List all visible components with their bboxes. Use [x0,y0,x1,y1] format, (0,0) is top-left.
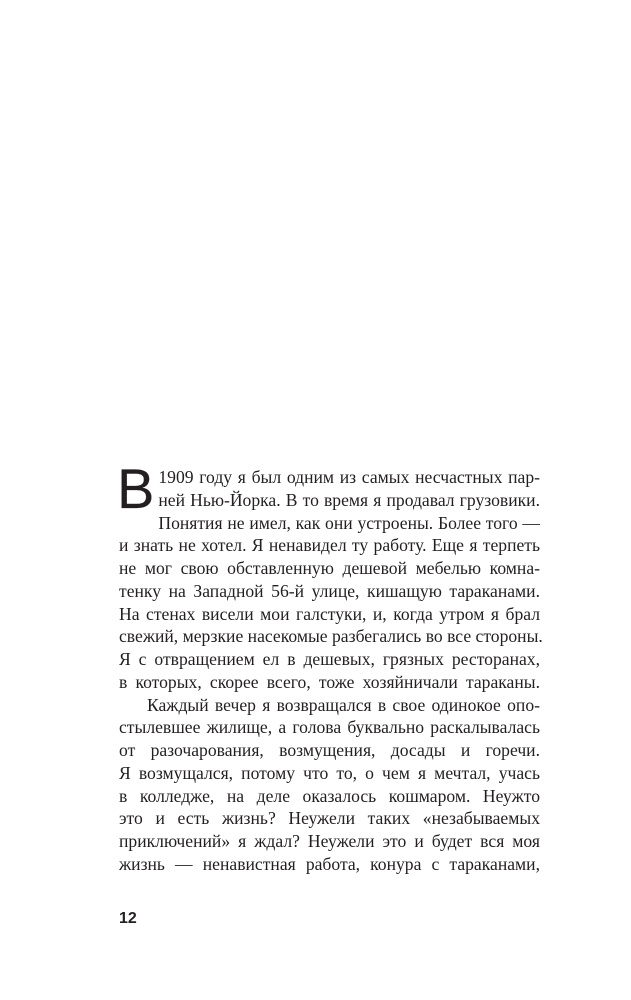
text-line: и знать не хотел. Я ненавидел ту работу. Еще я терпеть [119,535,540,556]
page-number: 12 [119,910,137,927]
paragraph-2 [119,694,540,876]
text-line: не мог свою обставленную дешевой мебелью комна- [119,558,540,578]
text-line: от разочарования, возмущения, досады и горечи. [119,740,540,760]
text-line: это и есть жизнь? Неужели таких «незабываемых [119,808,540,829]
text-line: Каждый вечер я возвращался в свое одинокое опо- [147,694,540,715]
paragraph-1 [117,457,543,694]
text-line: 1909 году я был одним из самых несчастных пар- [158,467,540,487]
body-text [117,457,543,876]
text-line: жизнь — ненавистная работа, конура с тараканами, [119,853,540,874]
drop-cap: В [117,457,155,520]
text-line: Я возмущался, потому что то, о чем я мечтал, учась [119,762,540,783]
text-line: Понятия не имел, как они устроены. Более того — [158,512,540,533]
text-line: тенку на Западной 56-й улице, кишащую тараканами. [119,580,540,601]
text-line: свежий, мерзкие насекомые разбегались во все стороны. [119,626,543,647]
text-line: в колледже, на деле оказалось кошмаром. Неужто [119,785,540,806]
text-line: приключений» я ждал? Неужели это и будет вся моя [119,831,540,851]
text-line: в которых, скорее всего, тоже хозяйничали тараканы. [119,671,540,692]
text-line: Я с отвращением ел в дешевых, грязных ресторанах, [119,649,540,669]
text-line: ней Нью-Йорка. В то время я продавал грузовики. [158,489,540,510]
text-line: На стенах висели мои галстуки, и, когда утром я брал [119,603,540,624]
text-line: стылевшее жилище, а голова буквально раскалывалась [119,717,540,738]
